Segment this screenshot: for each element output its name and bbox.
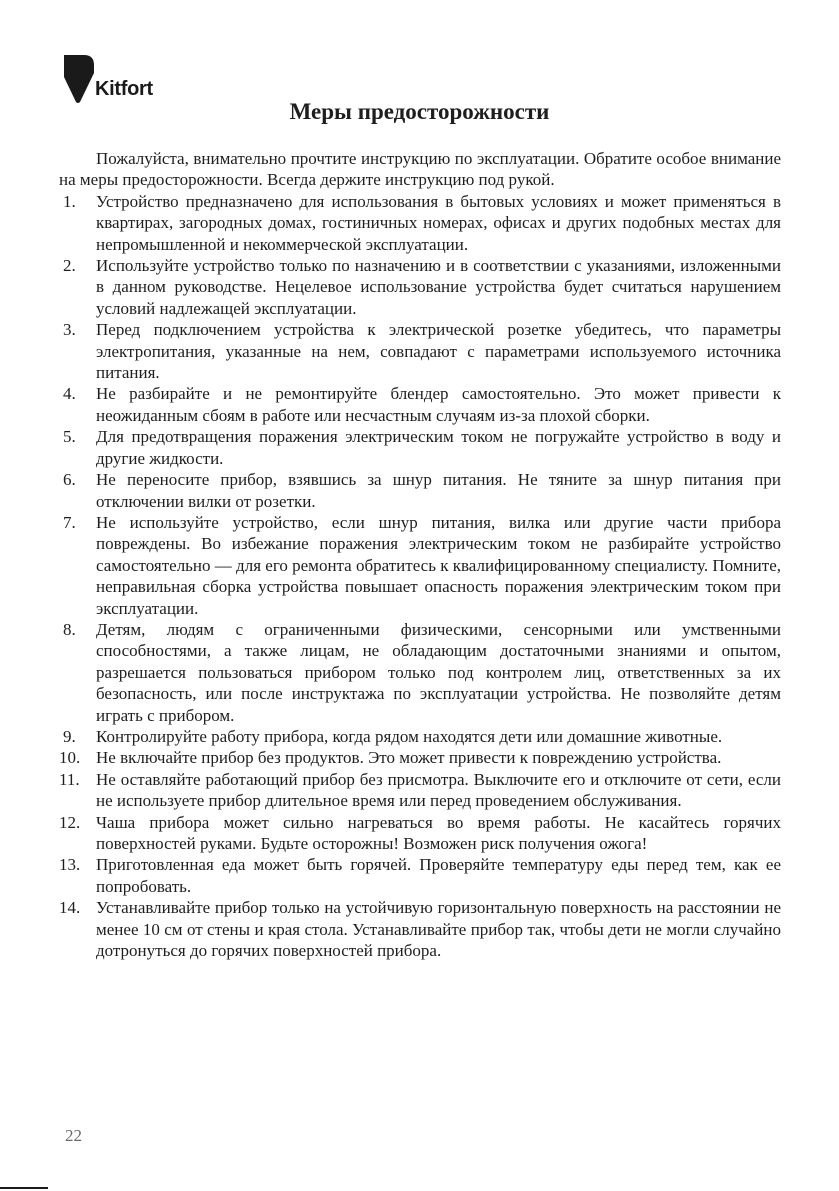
list-item [59,191,781,255]
list-item-text: Не оставляйте работающий прибор без присмотра. Выключите его и отключите от сети, если не используете прибор длительное время или перед проведением обслуживания. [96,769,781,811]
list-item [59,426,781,469]
kitfort-logo-icon [64,55,94,103]
list-item-text: Для предотвращения поражения электрическим током не погружайте устройство в воду и другие жидкости. [96,427,781,468]
list-item-number: 12. [59,812,81,832]
list-item-text: Детям, людям с ограниченными физическими, сенсорными или умственными способностями, а также лицам, не обладающим достаточными знаниями и опытом, разрешается пользоваться прибором только под контролем лиц, ответственных за их безопасность, или после инструктажа по эксплуатации устройства. Не позволяйте детям играть с прибором. [96,619,781,725]
precautions-list [59,191,781,962]
list-item [59,812,781,855]
page-title: Меры предосторожности [289,99,550,124]
list-item [59,619,781,726]
brand-name: Kitfort [95,78,153,100]
list-item-number: 11. [59,769,80,789]
list-item-text: Используйте устройство только по назначению и в соответствии с указаниями, изложенными в данном руководстве. Нецелевое использование устройства будет считаться нарушением условий надлежащей эксплуатации. [96,256,781,318]
list-item-number: 9. [63,726,76,746]
list-item [59,769,781,812]
list-item-text: Не включайте прибор без продуктов. Это может привести к повреждению устройства. [96,748,722,768]
list-item [59,255,781,319]
list-item-number: 6. [63,470,76,490]
list-item [59,747,781,768]
bottom-divider [0,1187,48,1189]
list-item-number: 5. [63,427,76,447]
list-item-number: 13. [59,855,81,875]
list-item-number: 10. [59,748,81,768]
list-item-number: 8. [63,619,76,639]
list-item [59,854,781,897]
list-item-text: Устанавливайте прибор только на устойчивую горизонтальную поверхность на расстоянии не менее 10 см от стены и края стола. Устанавливайте прибор так, чтобы дети не могли случайно дотронуться до горячих поверхностей прибора. [96,898,781,961]
list-item-text: Контролируйте работу прибора, когда рядом находятся дети или домашние животные. [96,726,723,746]
list-item-number: 7. [63,512,76,532]
list-item-number: 1. [63,191,76,211]
list-item-text: Приготовленная еда может быть горячей. Проверяйте температуру еды перед тем, как ее попробовать. [96,855,781,896]
document-body [59,148,781,961]
list-item-text: Устройство предназначено для использования в бытовых условиях и может применяться в квартирах, загородных домах, гостиничных номерах, офисах и других подобных местах для непромышленной и некоммерческой эксплуатации. [96,191,781,254]
list-item [59,726,781,747]
list-item [59,469,781,512]
list-item-text: Не разбирайте и не ремонтируйте блендер самостоятельно. Это может привести к неожиданным сбоям в работе или несчастным случаям из-за плохой сборки. [96,384,781,425]
list-item-text: Перед подключением устройства к электрической розетке убедитесь, что параметры электропитания, указанные на нем, совпадают с параметрами используемого источника питания. [96,320,781,383]
list-item [59,383,781,426]
list-item-text: Чаша прибора может сильно нагреваться во время работы. Не касайтесь горячих поверхностей руками. Будьте осторожны! Возможен риск получения ожога! [96,812,781,853]
list-item [59,512,781,619]
list-item-number: 14. [59,898,81,918]
list-item-number: 3. [63,320,76,340]
list-item-number: 4. [63,384,76,404]
list-item-text: Не используйте устройство, если шнур питания, вилка или другие части прибора повреждены. Во избежание поражения электрическим током не разбирайте устройство самостоятельно — для его ремонта обратитесь к квалифицированному специалисту. Помните, неправильная сборка устройства повышает опасность поражения электрическим током при эксплуатации. [96,512,781,618]
list-item-text: Не переносите прибор, взявшись за шнур питания. Не тяните за шнур питания при отключении вилки от розетки. [96,470,781,511]
list-item [59,319,781,383]
page-number: 22 [65,1126,82,1145]
intro-paragraph: Пожалуйста, внимательно прочтите инструкцию по эксплуатации. Обратите особое внимание на меры предосторожности. Всегда держите инструкцию под рукой. [59,149,781,190]
list-item-number: 2. [63,256,76,276]
list-item [59,897,781,961]
